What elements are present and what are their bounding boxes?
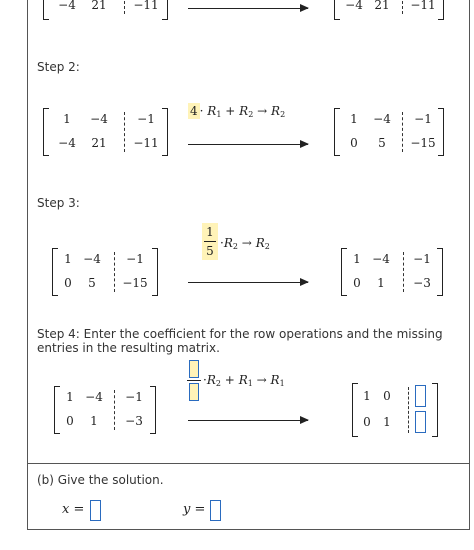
step4-fraction-bar (187, 380, 201, 381)
step3-fraction: 1 5 (202, 223, 218, 260)
step4-result-entry-2-input[interactable] (415, 411, 426, 433)
step1-arrow (188, 8, 308, 9)
step4-operation: $\cdot R_2 + R_1 \to R_1$ (203, 373, 285, 388)
section-divider (27, 463, 470, 464)
step4-coef-numerator-input[interactable] (189, 360, 199, 378)
partb-label: (b) Give the solution. (37, 473, 164, 487)
step2-right-matrix: 1 −4 −1 0 5 −15 (334, 108, 444, 156)
step3-left-matrix: 1 −4 −1 0 5 −15 (52, 248, 158, 296)
step3-operation: $\cdot R_2 \to R_2$ (220, 236, 270, 251)
step4-label: Step 4: Enter the coefficient for the row operations and the missing entries in the resulting matrix. (37, 327, 443, 355)
step4-result-entry-1-input[interactable] (415, 385, 426, 407)
step2-left-matrix: 1 −4 −1 −4 21 −11 (43, 108, 168, 156)
step3-label: Step 3: (37, 196, 80, 210)
step4-coef-denominator-input[interactable] (189, 383, 199, 401)
step1-left-matrix: −4 21 −11 (43, 0, 168, 20)
step4-left-matrix: 1 −4 −1 0 1 −3 (54, 386, 156, 434)
x-label: x = (62, 502, 85, 517)
step2-operation: $4 \cdot R_1 + R_2 \to R_2$ (190, 104, 286, 119)
y-input[interactable] (210, 500, 221, 521)
step3-right-matrix: 1 −4 −1 0 1 −3 (341, 248, 443, 296)
step2-label: Step 2: (37, 60, 80, 74)
step4-right-matrix: 1 0 0 1 (352, 383, 438, 437)
y-label: y = (183, 502, 206, 517)
step2-arrow (188, 144, 308, 145)
step3-arrow (188, 282, 308, 283)
step1-right-matrix: −4 21 −11 (334, 0, 444, 20)
x-input[interactable] (90, 500, 101, 521)
step4-arrow (188, 420, 308, 421)
